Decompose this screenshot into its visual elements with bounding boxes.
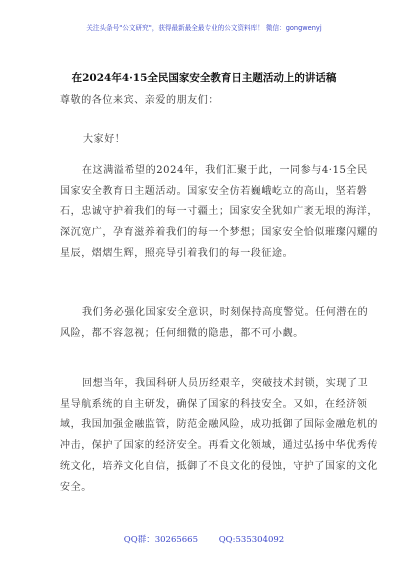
footer-qq: QQ:535304092 <box>218 535 285 545</box>
paragraph-3 <box>60 374 378 498</box>
footer-qq-group: QQ群：30265665 <box>123 535 198 545</box>
paragraph-3-text: 回想当年，我国科研人员历经艰辛，突破技术封锁，实现了卫星导航系统的自主研发，确保了国家的科技安全。又如，在经济领域，我国加强金融监管，防范金融风险，成功抵御了国际金融危机的冲击，保护了国家的经济安全。再看文化领域，通过弘扬中华优秀传统文化，培养文化自信，抵御了不良文化的侵蚀，守护了国家的文化安全。 <box>60 378 378 493</box>
header-banner: 关注头条号"公文研究"，获得最新最全最专业的公文资料库！ 微信：gongwenyj <box>86 24 322 32</box>
paragraph-2 <box>60 303 378 344</box>
greeting: 大家好！ <box>83 134 126 145</box>
paragraph-1-text: 在这满溢希望的2024年，我们汇聚于此，一同参与4·15全民国家安全教育日主题活动。国家安全仿若巍峨屹立的高山，坚若磐石，忠诚守护着我们的每一寸疆土；国家安全犹如广袤无垠的海洋，深沉宽广，孕育滋养着我们的每一个梦想；国家安全恰似璀璨闪耀的星辰，熠熠生辉，照亮导引着我们的每一段征途。 <box>60 165 378 259</box>
paragraph-2-text: 我们务必强化国家安全意识，时刻保持高度警觉。任何潜在的风险，都不容忽视；任何细微的隐患，都不可小觑。 <box>60 307 369 339</box>
footer <box>0 533 408 545</box>
paragraph-1 <box>60 161 378 265</box>
document-title: 在2024年4·15全民国家安全教育日主题活动上的讲话稿 <box>71 72 337 84</box>
salutation: 尊敬的各位来宾、亲爱的朋友们： <box>60 95 219 106</box>
